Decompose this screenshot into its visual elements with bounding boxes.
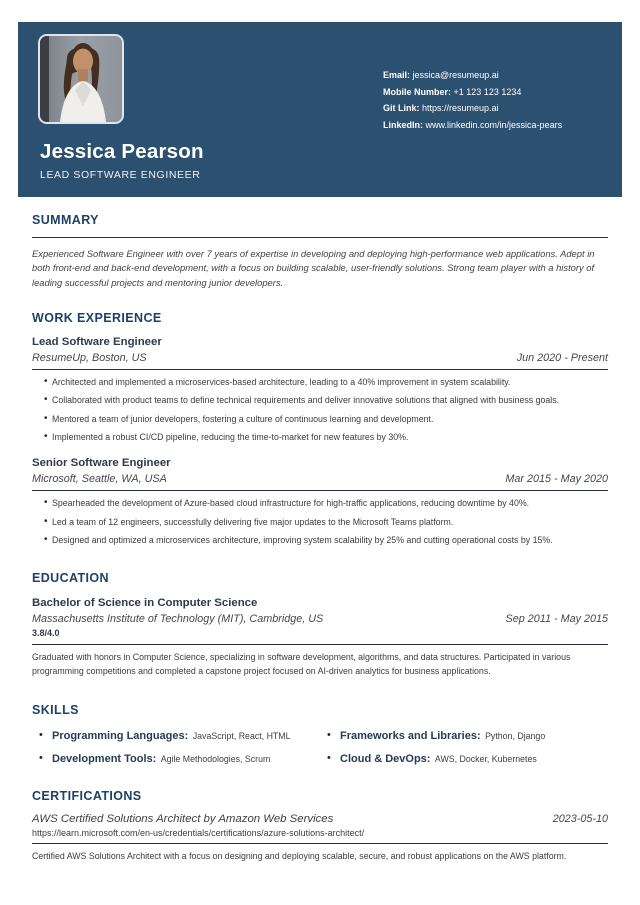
work-experience-heading: WORK EXPERIENCE [32, 310, 162, 325]
git-link-label: Git Link: [383, 103, 420, 113]
job-dates: Mar 2015 - May 2020 [505, 473, 608, 486]
profile-photo [40, 36, 122, 122]
education-dates: Sep 2011 - May 2015 [505, 613, 608, 626]
job-title: Senior Software Engineer [32, 457, 171, 470]
skill-item-frameworks-libraries [320, 728, 608, 743]
skills-grid [32, 728, 608, 766]
job-bullet: • Designed and optimized a microservices architecture, improving system scalability by 25% and cutting operational costs by 15%. [52, 535, 608, 546]
contact-row-email [383, 70, 562, 81]
contact-row-linkedin [383, 120, 562, 131]
education-divider [32, 644, 608, 645]
email-label: Email: [383, 70, 411, 80]
summary-heading: SUMMARY [32, 213, 99, 227]
certification-url[interactable]: https://learn.microsoft.com/en-us/credentials/certifications/azure-solutions-architect/ [32, 828, 365, 839]
linkedin-label: LinkedIn: [383, 119, 423, 130]
skill-label: Development Tools: [52, 753, 157, 766]
education-degree: Bachelor of Science in Computer Science [32, 597, 258, 610]
skill-item-cloud-devops [320, 751, 608, 766]
summary-divider [32, 237, 608, 238]
certification-description: Certified AWS Solutions Architect with a focus on designing and deploying scalable, secure, and robust applications on the AWS platform. [32, 851, 567, 862]
job-bullet: • Spearheaded the development of Azure-based cloud infrastructure for high-traffic applications, reducing downtime by 40%. [52, 498, 608, 509]
certifications-heading: CERTIFICATIONS [32, 789, 142, 804]
education-meta-row [32, 612, 608, 626]
contact-row-mobile [383, 87, 562, 98]
skill-value: Agile Methodologies, Scrum [160, 754, 271, 765]
job-title: Lead Software Engineer [32, 335, 162, 348]
job-meta-row [32, 351, 608, 365]
education-heading: EDUCATION [32, 571, 109, 586]
certification-name: AWS Certified Solutions Architect by Amazon Web Services [32, 813, 334, 826]
git-link-value[interactable]: https://resumeup.ai [422, 103, 499, 113]
skill-value: Python, Django [485, 731, 546, 742]
skill-value: JavaScript, React, HTML [192, 731, 291, 742]
skill-label: Programming Languages: [52, 730, 189, 743]
linkedin-value[interactable]: www.linkedin.com/in/jessica-pears [425, 119, 563, 130]
candidate-role: LEAD SOFTWARE ENGINEER [40, 169, 201, 181]
summary-text: Experienced Software Engineer with over 7 years of expertise in developing and deploying high-performance web applications. Adept in both front-end and back-end development, with a focus on building scalable, user-friendly solutions. Strong team player with a history of leading successful projects and mentoring junior developers. [32, 248, 595, 288]
job-company: Microsoft, Seattle, WA, USA [32, 473, 167, 486]
skill-label: Frameworks and Libraries: [340, 730, 481, 743]
education-school: Massachusetts Institute of Technology (MIT), Cambridge, US [32, 613, 324, 626]
candidate-name: Jessica Pearson [40, 140, 204, 163]
certification-date: 2023-05-10 [552, 813, 608, 826]
contact-row-git [383, 103, 562, 114]
job-divider [32, 369, 608, 370]
resume-header [18, 22, 622, 197]
identity-block [40, 140, 204, 181]
education-gpa: 3.8/4.0 [32, 628, 60, 639]
certification-divider [32, 843, 608, 844]
profile-photo-image [40, 36, 122, 122]
resume-body [32, 197, 608, 864]
job-bullet: • Led a team of 12 engineers, successfully delivering five major updates to the Microsoft Teams platform. [52, 517, 608, 528]
email-value[interactable]: jessica@resumeup.ai [412, 70, 499, 80]
job-dates: Jun 2020 - Present [516, 351, 608, 364]
job-bullet: • Collaborated with product teams to define technical requirements and deliver innovative solutions that aligned with business goals. [52, 395, 608, 406]
job-meta-row [32, 472, 608, 486]
job-divider [32, 490, 608, 491]
skill-value: AWS, Docker, Kubernetes [434, 754, 537, 765]
skill-item-development-tools [32, 751, 320, 766]
education-description: Graduated with honors in Computer Science, specializing in software development, algorithms, and data structures. Participated in various programming competitions and completed a capstone project focused on AI-driven analytics for business applications. [32, 652, 571, 676]
job-company: ResumeUp, Boston, US [32, 351, 147, 364]
job-bullet-list [32, 377, 608, 444]
skills-heading: SKILLS [32, 703, 79, 718]
job-bullet: • Architected and implemented a microservices-based architecture, leading to a 40% improvement in system scalability. [52, 377, 608, 388]
skill-label: Cloud & DevOps: [340, 753, 431, 766]
skill-item-programming-languages [32, 728, 320, 743]
mobile-label: Mobile Number: [383, 86, 452, 97]
job-bullet: • Implemented a robust CI/CD pipeline, reducing the time-to-market for new features by 30%. [52, 432, 608, 443]
contact-block [383, 70, 562, 136]
job-bullet-list [32, 498, 608, 546]
certification-row [32, 812, 608, 826]
job-bullet: • Mentored a team of junior developers, fostering a culture of continuous learning and development. [52, 414, 608, 425]
mobile-value: +1 123 123 1234 [453, 86, 522, 97]
